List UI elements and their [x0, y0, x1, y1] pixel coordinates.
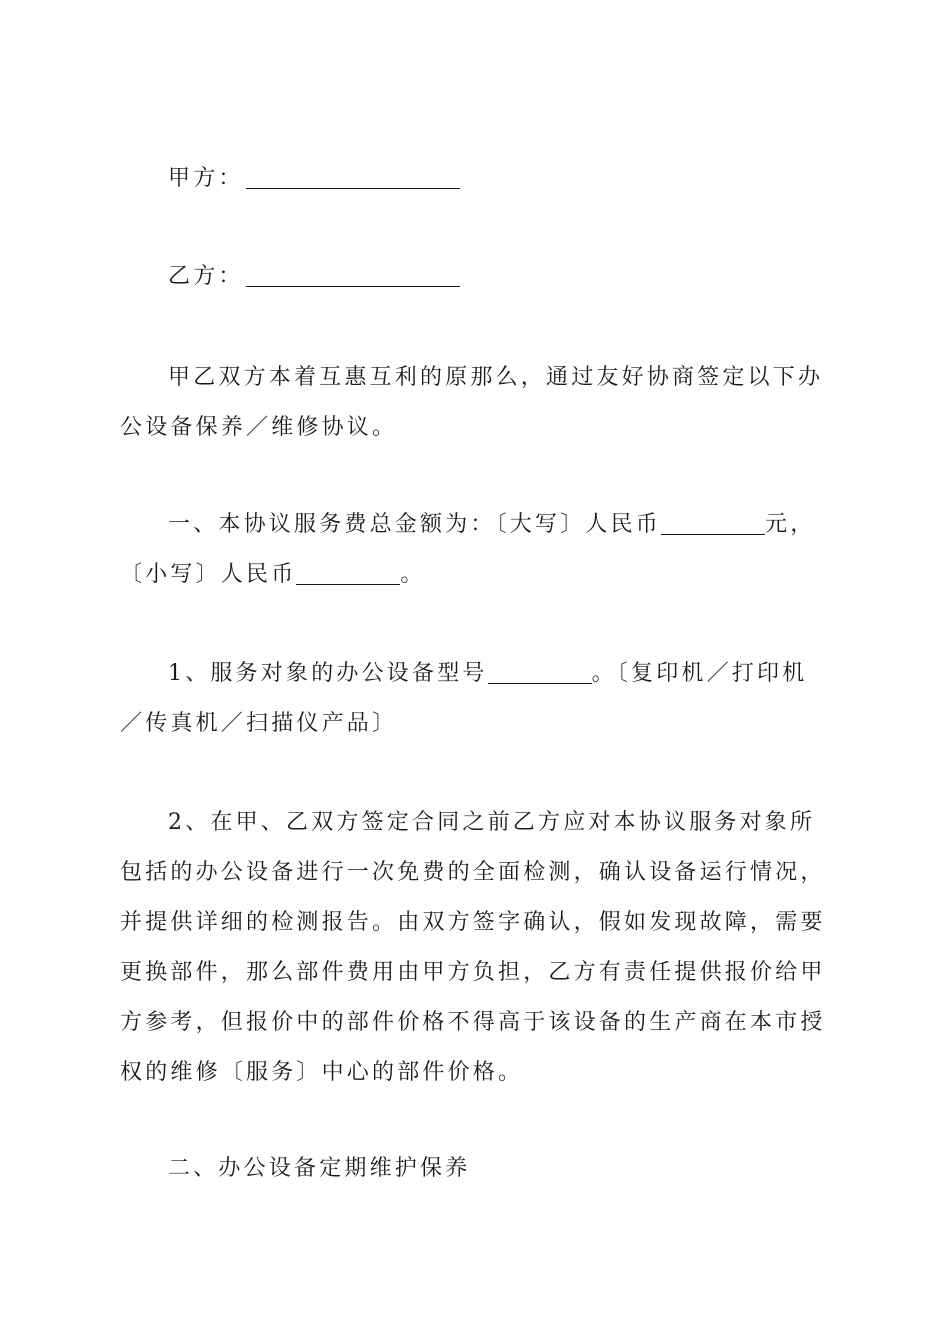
clause-1-text-b: 元，〔小写〕人民币: [120, 512, 816, 587]
intro-paragraph: 甲乙双方本着互惠互利的原那么，通过友好协商签定以下办公设备保养／维修协议。: [120, 365, 824, 440]
item-1-text-a: 1、服务对象的办公设备型号: [168, 661, 488, 686]
party-b-line: [120, 252, 832, 302]
party-b-blank: [246, 264, 460, 287]
amount-lowercase-blank: [296, 562, 400, 585]
clause-1-paragraph: [120, 500, 832, 600]
party-b-label: 乙方：: [168, 264, 244, 289]
party-a-label: 甲方：: [168, 166, 244, 191]
clause-2-text: 二、办公设备定期维护保养: [168, 1156, 471, 1181]
party-a-line: [120, 154, 832, 204]
party-a-blank: [246, 166, 460, 189]
equipment-model-blank: [488, 661, 592, 684]
amount-uppercase-blank: [661, 512, 765, 535]
item-1-text-b: 。〔复印机／打印机／传真机／扫描仪产品〕: [120, 661, 808, 736]
item-2-paragraph: 2、在甲、乙双方签定合同之前乙方应对本协议服务对象所包括的办公设备进行一次免费的全面检测，确认设备运行情况，并提供详细的检测报告。由双方签字确认，假如发现故障，需要更换部件，那么部件费用由甲方负担，乙方有责任提供报价给甲方参考，但报价中的部件价格不得高于该设备的生产商在本市授权的维修〔服务〕中心的部件价格。: [120, 810, 826, 1085]
clause-1-text-a: 一、本协议服务费总金额为：〔大写〕人民币: [168, 512, 662, 537]
clause-1-text-c: 。: [400, 562, 426, 587]
clause-2-heading: [120, 1144, 832, 1194]
item-1-paragraph: [120, 649, 832, 749]
